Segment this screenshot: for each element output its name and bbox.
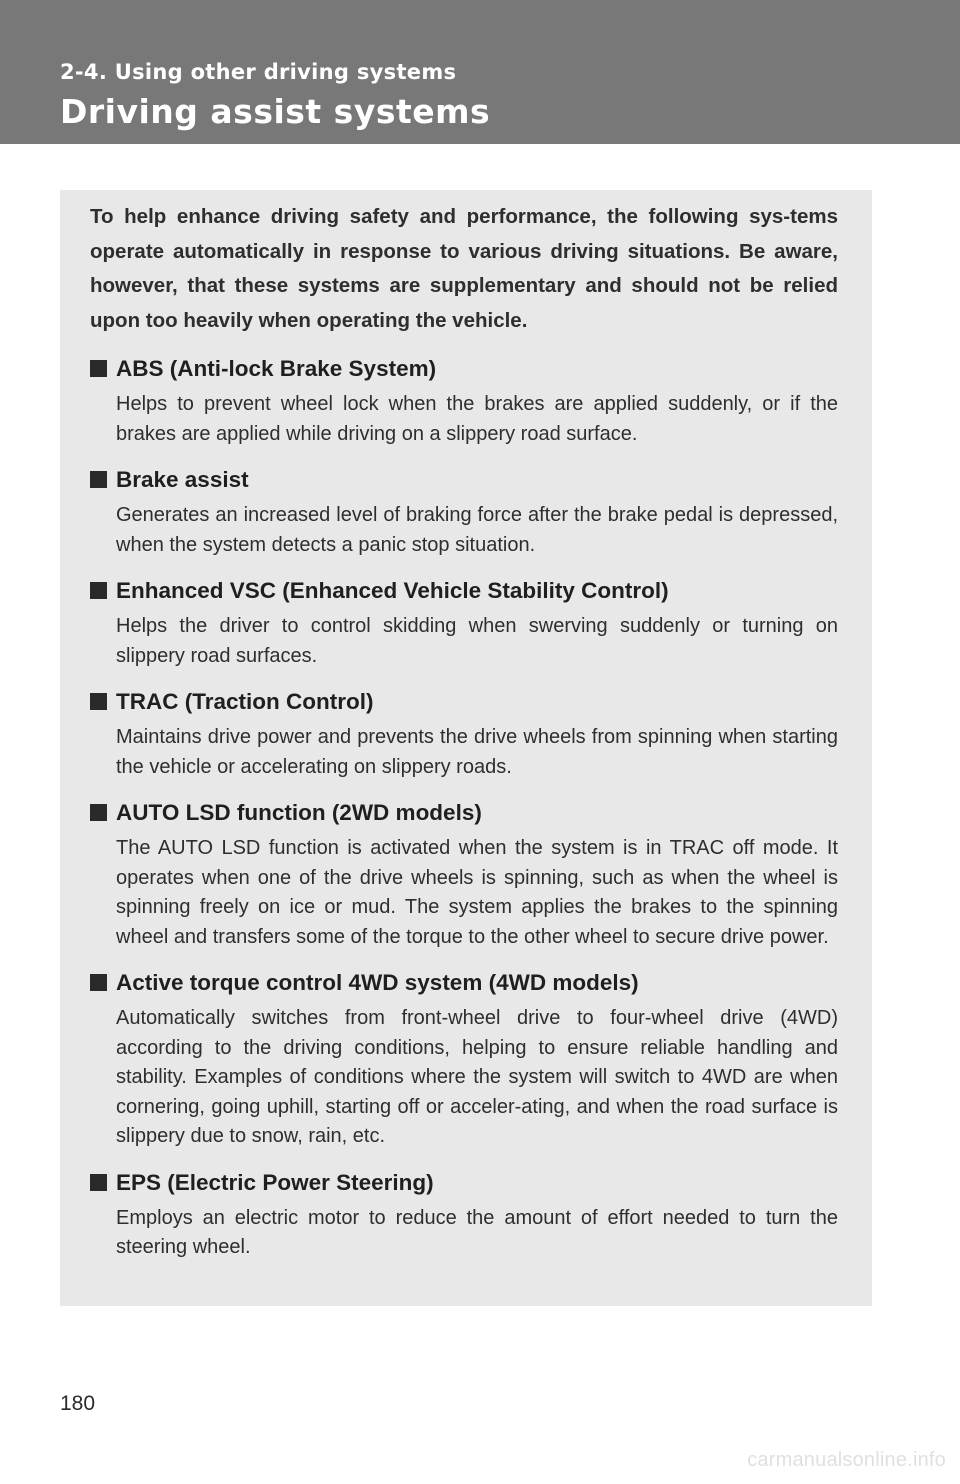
system-item-auto-lsd: [90, 798, 838, 952]
system-title-text: EPS (Electric Power Steering): [116, 1169, 434, 1195]
system-item-4wd: [90, 968, 838, 1152]
system-title: [90, 576, 838, 606]
system-title: [90, 798, 838, 828]
system-item-brake-assist: [90, 465, 838, 560]
intro-paragraph: To help enhance driving safety and performance, the following sys-tems operate automatically in response to various driving situations. Be aware, however, that these systems are supplementary and should not be relied upon too heavily when operating the vehicle.: [90, 205, 838, 332]
system-title-text: Brake assist: [116, 467, 249, 492]
system-title-text: Active torque control 4WD system (4WD models): [116, 970, 639, 995]
system-title: [90, 465, 838, 495]
system-title-text: ABS (Anti-lock Brake System): [116, 356, 437, 381]
square-bullet-icon: [90, 582, 107, 599]
page-number: 180: [60, 1392, 96, 1415]
system-title-text: Enhanced VSC (Enhanced Vehicle Stability Control): [116, 578, 669, 603]
system-description: Generates an increased level of braking force after the brake pedal is depressed, when the system detects a panic stop situation.: [116, 504, 838, 556]
system-item-abs: [90, 354, 838, 449]
system-item-trac: [90, 687, 838, 782]
system-title-text: AUTO LSD function (2WD models): [116, 800, 482, 825]
section-label: 2-4. Using other driving systems: [60, 60, 457, 84]
content-panel: [60, 190, 872, 1306]
system-title: [90, 1168, 838, 1198]
system-title: [90, 968, 838, 998]
system-description: Maintains drive power and prevents the drive wheels from spinning when starting the vehicle or accelerating on slippery roads.: [116, 726, 838, 778]
system-title: [90, 354, 838, 384]
chapter-header: [0, 0, 960, 144]
watermark: carmanualsonline.info: [747, 1449, 946, 1471]
square-bullet-icon: [90, 360, 107, 377]
system-description: Employs an electric motor to reduce the amount of effort needed to turn the steering wheel.: [116, 1206, 838, 1258]
system-item-vsc: [90, 576, 838, 671]
system-description: The AUTO LSD function is activated when the system is in TRAC off mode. It operates when one of the drive wheels is spinning, such as when the wheel is spinning freely on ice or mud. The system applies the brakes to the spinning wheel and transfers some of the torque to the other wheel to secure drive power.: [116, 837, 838, 948]
system-title: [90, 687, 838, 717]
square-bullet-icon: [90, 804, 107, 821]
system-item-eps: [90, 1168, 838, 1263]
system-title-text: TRAC (Traction Control): [116, 689, 374, 714]
square-bullet-icon: [90, 1174, 107, 1191]
system-description: Automatically switches from front-wheel drive to four-wheel drive (4WD) according to the driving conditions, helping to ensure reliable handling and stability. Examples of conditions where the system will switch to 4WD are when cornering, going uphill, starting off or acceler-ating, and when the road surface is slippery due to snow, rain, etc.: [116, 1007, 838, 1147]
square-bullet-icon: [90, 974, 107, 991]
square-bullet-icon: [90, 693, 107, 710]
page-title: Driving assist systems: [60, 92, 491, 131]
square-bullet-icon: [90, 471, 107, 488]
system-description: Helps to prevent wheel lock when the brakes are applied suddenly, or if the brakes are applied while driving on a slippery road surface.: [116, 393, 838, 445]
system-description: Helps the driver to control skidding when swerving suddenly or turning on slippery road surfaces.: [116, 615, 838, 667]
